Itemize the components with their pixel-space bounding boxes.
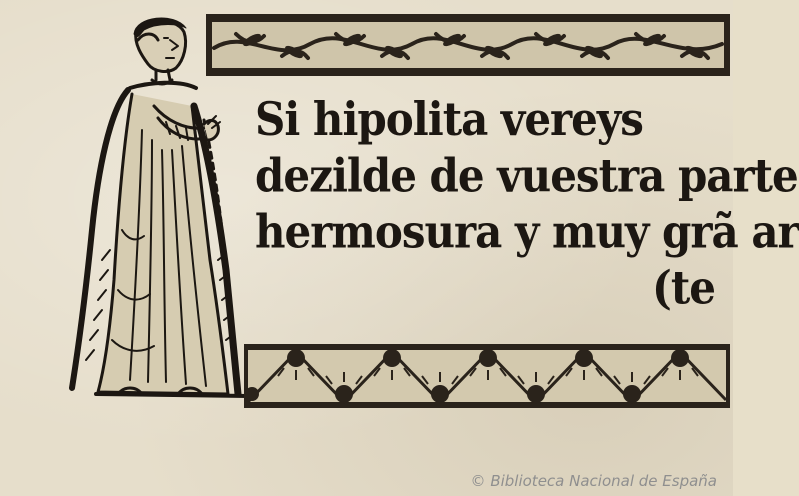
verse-line-4: (te <box>652 261 715 315</box>
copyright-credit: © Biblioteca Nacional de España <box>470 472 717 490</box>
bottom-ornamental-border <box>244 344 730 408</box>
verse-line-3: hermosura y muy grã ar <box>255 205 799 259</box>
verse-line-1: Si hipolita vereys <box>255 93 643 146</box>
verse-text <box>255 92 799 317</box>
verse-line-2: dezilde de vuestra parte <box>255 149 798 203</box>
top-ornamental-border <box>206 14 730 76</box>
